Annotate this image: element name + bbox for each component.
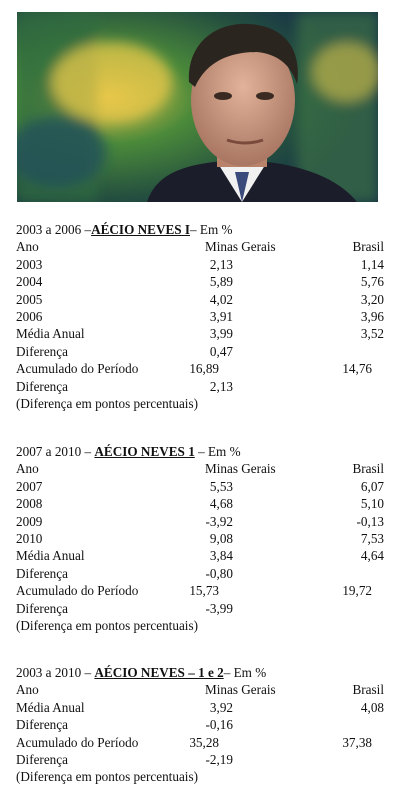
row-label: Acumulado do Período xyxy=(16,361,139,377)
row-br-value: 5,76 xyxy=(360,274,384,290)
note-text: (Diferença em pontos percentuais) xyxy=(16,618,198,633)
section-note xyxy=(16,617,396,634)
row-mg-value: 3,92 xyxy=(209,699,233,715)
row-label: Média Anual xyxy=(16,326,85,342)
table-row xyxy=(16,734,396,751)
table-row xyxy=(16,478,396,495)
row-br-value: 4,08 xyxy=(360,699,384,715)
row-br-value: 6,07 xyxy=(360,478,384,494)
row-mg-value: 2,13 xyxy=(209,256,233,272)
table-row xyxy=(16,325,396,342)
column-label-header: Ano xyxy=(16,239,39,255)
column-br-header: Brasil xyxy=(352,239,384,255)
table-row xyxy=(16,530,396,547)
row-br-value: 19,72 xyxy=(342,583,372,599)
row-label: 2008 xyxy=(16,496,43,512)
row-label: 2006 xyxy=(16,309,43,324)
row-mg-value: 3,91 xyxy=(209,309,233,324)
column-headers xyxy=(16,460,396,477)
row-mg-value: 15,73 xyxy=(189,583,219,599)
row-br-value: 7,53 xyxy=(360,531,384,546)
row-label: Diferença xyxy=(16,752,68,767)
row-mg-value: 5,53 xyxy=(209,478,233,494)
column-br-header: Brasil xyxy=(352,682,384,698)
table-row xyxy=(16,582,396,599)
row-label: 2004 xyxy=(16,274,43,290)
section-period: 2007 a 2010 – xyxy=(16,444,95,459)
column-mg-header: Minas Gerais xyxy=(205,239,276,255)
row-br-value: 3,96 xyxy=(360,309,384,324)
note-text: (Diferença em pontos percentuais) xyxy=(16,769,198,785)
column-label-header: Ano xyxy=(16,682,39,698)
table-row xyxy=(16,600,396,617)
row-mg-value: 9,08 xyxy=(209,531,233,546)
table-row xyxy=(16,495,396,512)
row-br-value: 37,38 xyxy=(342,734,372,750)
row-label: 2007 xyxy=(16,478,43,494)
row-mg-value: -0,80 xyxy=(205,565,233,581)
table-row xyxy=(16,273,396,290)
row-mg-value: 0,47 xyxy=(209,343,233,359)
column-label-header: Ano xyxy=(16,461,39,477)
row-mg-value: 16,89 xyxy=(189,361,219,377)
row-br-value: 3,52 xyxy=(360,326,384,342)
table-row xyxy=(16,699,396,716)
section-note xyxy=(16,768,396,785)
section-note xyxy=(16,395,396,412)
column-br-header: Brasil xyxy=(352,461,384,477)
row-mg-value: -0,16 xyxy=(205,717,233,733)
column-headers xyxy=(16,238,396,255)
table-row xyxy=(16,751,396,768)
row-mg-value: 4,68 xyxy=(209,496,233,512)
table-row xyxy=(16,378,396,395)
row-label: Acumulado do Período xyxy=(16,583,139,599)
section-unit: – Em % xyxy=(190,222,233,237)
table-row xyxy=(16,256,396,273)
row-br-value: -0,13 xyxy=(356,513,384,529)
row-br-value: 1,14 xyxy=(360,256,384,272)
row-label: 2009 xyxy=(16,513,43,529)
row-label: Média Anual xyxy=(16,548,85,564)
table-row xyxy=(16,360,396,377)
row-mg-value: 5,89 xyxy=(209,274,233,290)
note-text: (Diferença em pontos percentuais) xyxy=(16,396,198,411)
row-mg-value: 2,13 xyxy=(209,378,233,394)
column-mg-header: Minas Gerais xyxy=(205,461,276,477)
row-mg-value: 3,99 xyxy=(209,326,233,342)
table-row xyxy=(16,291,396,308)
section-header xyxy=(16,221,396,238)
section-period: 2003 a 2006 – xyxy=(16,222,92,237)
table-row xyxy=(16,565,396,582)
row-mg-value: 3,84 xyxy=(209,548,233,564)
column-mg-header: Minas Gerais xyxy=(205,682,276,698)
portrait-photo xyxy=(17,12,378,202)
table-row xyxy=(16,343,396,360)
row-label: Diferença xyxy=(16,378,68,394)
section-unit: – Em % xyxy=(223,665,267,680)
row-br-value: 4,64 xyxy=(360,548,384,564)
row-label: Diferença xyxy=(16,600,68,616)
section-period: 2003 a 2010 – xyxy=(16,665,95,680)
row-label: 2003 xyxy=(16,256,43,272)
section-unit: – Em % xyxy=(194,444,241,459)
table-row xyxy=(16,513,396,530)
row-br-value: 3,20 xyxy=(360,291,384,307)
table-row xyxy=(16,547,396,564)
row-label: Diferença xyxy=(16,717,68,733)
row-label: Diferença xyxy=(16,565,68,581)
row-label: Média Anual xyxy=(16,699,85,715)
section-title: AÉCIO NEVES – 1 e 2 xyxy=(94,665,224,680)
row-label: 2005 xyxy=(16,291,43,307)
row-label: Acumulado do Período xyxy=(16,734,139,750)
section-title: AÉCIO NEVES I xyxy=(91,222,191,237)
row-br-value: 5,10 xyxy=(360,496,384,512)
row-mg-value: 4,02 xyxy=(209,291,233,307)
table-row xyxy=(16,716,396,733)
table-row xyxy=(16,308,396,325)
row-mg-value: -2,19 xyxy=(205,752,233,767)
row-mg-value: 35,28 xyxy=(189,734,219,750)
row-mg-value: -3,92 xyxy=(205,513,233,529)
row-br-value: 14,76 xyxy=(342,361,372,377)
column-headers xyxy=(16,681,396,698)
section-title: AÉCIO NEVES 1 xyxy=(94,444,195,459)
section-header xyxy=(16,443,396,460)
row-mg-value: -3,99 xyxy=(205,600,233,616)
row-label: 2010 xyxy=(16,531,43,546)
row-label: Diferença xyxy=(16,343,68,359)
section-header xyxy=(16,664,396,681)
